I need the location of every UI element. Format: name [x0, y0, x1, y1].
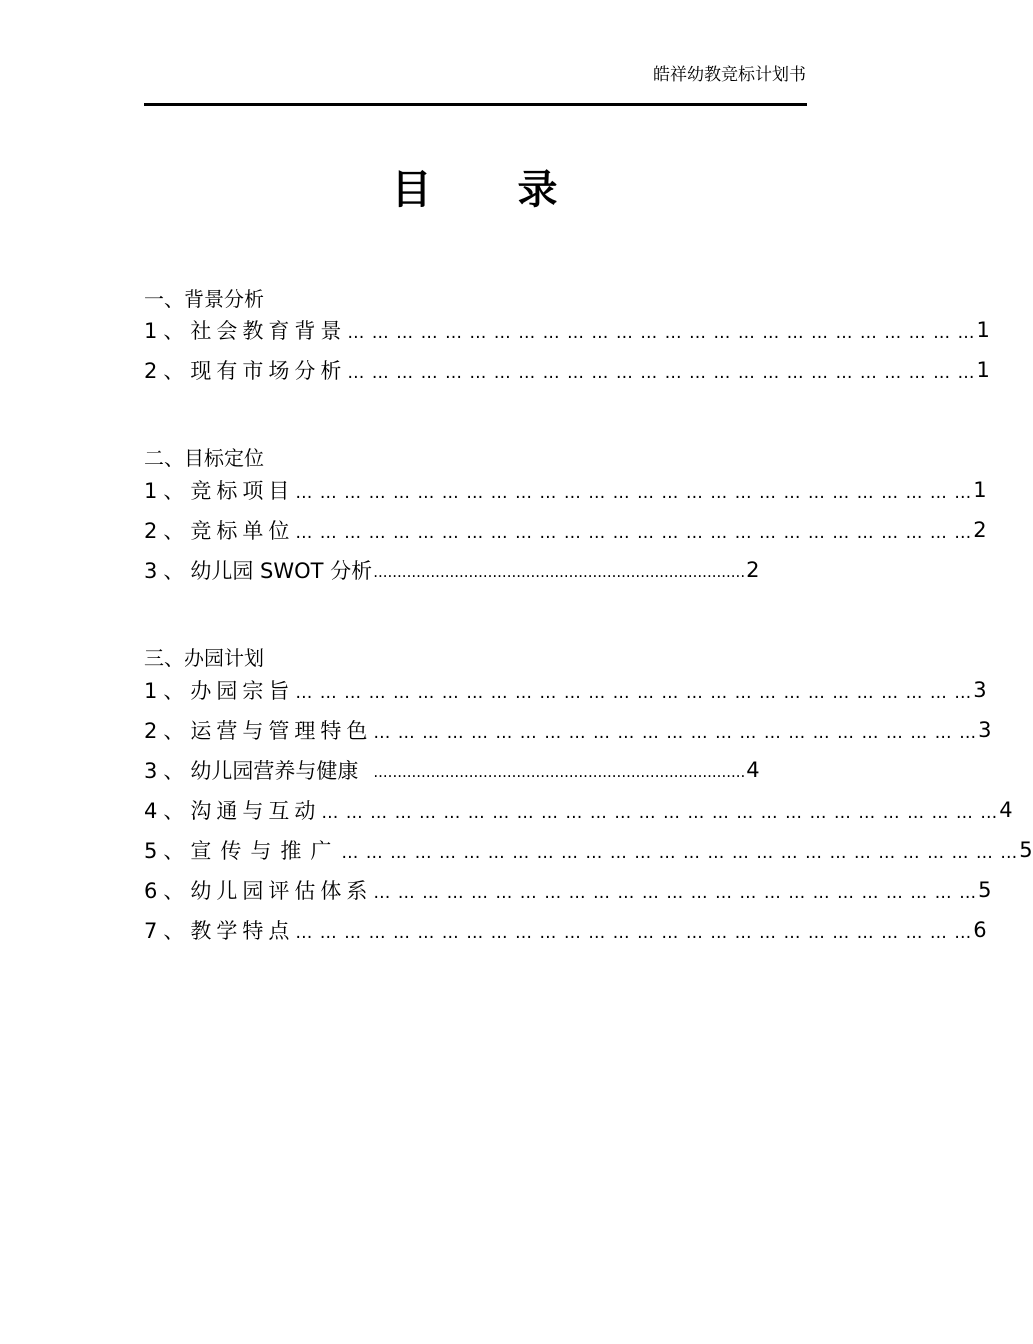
toc-entry[interactable]	[144, 355, 990, 385]
toc-leader: … … … … … … … … … … … … … … … … … … … … … … … … …	[373, 883, 978, 903]
toc-leader: ..............................................................................	[373, 563, 746, 581]
toc-entry[interactable]	[144, 555, 760, 585]
toc-entry-number: 1、	[144, 319, 191, 343]
section-heading-goals: 二、目标定位	[144, 446, 264, 470]
toc-leader: … … … … … … … … … … … … … … … … … … … … … … … … … … … …	[341, 843, 1019, 863]
toc-entry-label: 幼儿园 SWOT 分析	[190, 559, 373, 583]
toc-entry-page: 2	[973, 518, 987, 542]
toc-entry[interactable]	[144, 715, 992, 745]
toc-entry[interactable]	[144, 515, 987, 545]
toc-entry-number: 1、	[144, 679, 191, 703]
toc-entry-label: 教学特点	[190, 919, 295, 943]
toc-entry-number: 3、	[144, 559, 191, 583]
toc-entry-page: 1	[973, 478, 987, 502]
toc-entry-number: 4、	[144, 799, 191, 823]
section-heading-background: 一、背景分析	[144, 287, 264, 311]
toc-entry[interactable]	[144, 755, 760, 785]
toc-leader: … … … … … … … … … … … … … … … … … … … … … … … … … … … …	[295, 483, 973, 503]
toc-entry[interactable]	[144, 315, 990, 345]
toc-entry-label: 办园宗旨	[190, 679, 295, 703]
toc-leader: … … … … … … … … … … … … … … … … … … … … … … … … … …	[347, 323, 976, 343]
toc-entry-number: 6、	[144, 879, 191, 903]
toc-entry-label: 宣传与推广	[190, 839, 341, 863]
toc-entry[interactable]	[144, 475, 987, 505]
toc-entry[interactable]	[144, 795, 1013, 825]
toc-entry[interactable]	[144, 915, 987, 945]
toc-entry-number: 7、	[144, 919, 191, 943]
toc-leader: … … … … … … … … … … … … … … … … … … … … … … … … … … … …	[295, 923, 973, 943]
toc-entry-page: 3	[978, 718, 992, 742]
toc-entry-label: 现有市场分析	[190, 359, 347, 383]
toc-entry-page: 1	[976, 318, 990, 342]
running-header: 皓祥幼教竞标计划书	[653, 65, 806, 85]
toc-entry-number: 5、	[144, 839, 191, 863]
toc-entry-page: 4	[746, 758, 760, 782]
toc-entry-label: 竞标项目	[190, 479, 295, 503]
toc-leader: … … … … … … … … … … … … … … … … … … … … … … … … … …	[347, 363, 976, 383]
toc-entry-page: 3	[973, 678, 987, 702]
toc-leader: … … … … … … … … … … … … … … … … … … … … … … … … …	[373, 723, 978, 743]
toc-entry-label: 运营与管理特色	[190, 719, 373, 743]
toc-entry-label: 竞标单位	[190, 519, 295, 543]
header-rule	[144, 103, 807, 106]
toc-leader: … … … … … … … … … … … … … … … … … … … … … … … … … … … …	[295, 523, 973, 543]
toc-entry-page: 4	[999, 798, 1013, 822]
toc-entry-label: 幼儿园营养与健康	[190, 759, 359, 783]
toc-entry[interactable]	[144, 835, 1033, 865]
toc-leader: … … … … … … … … … … … … … … … … … … … … … … … … … … … …	[321, 803, 999, 823]
toc-entry-page: 5	[978, 878, 992, 902]
toc-entry-number: 2、	[144, 519, 191, 543]
toc-entry[interactable]	[144, 675, 987, 705]
toc-entry-number: 1、	[144, 479, 191, 503]
toc-entry-label: 沟通与互动	[190, 799, 321, 823]
toc-entry-label: 幼儿园评估体系	[190, 879, 373, 903]
toc-entry-label: 社会教育背景	[190, 319, 347, 343]
toc-entry[interactable]	[144, 875, 992, 905]
section-heading-plan: 三、办园计划	[144, 646, 264, 670]
toc-leader: … … … … … … … … … … … … … … … … … … … … … … … … … … … …	[295, 683, 973, 703]
page-title: 目 录	[391, 167, 560, 213]
toc-leader: ..............................................................................	[373, 763, 746, 781]
toc-entry-page: 6	[973, 918, 987, 942]
toc-entry-page: 2	[746, 558, 760, 582]
toc-entry-number: 2、	[144, 719, 191, 743]
toc-entry-number: 2、	[144, 359, 191, 383]
toc-entry-page: 1	[976, 358, 990, 382]
toc-entry-page: 5	[1019, 838, 1033, 862]
toc-entry-number: 3、	[144, 759, 191, 783]
